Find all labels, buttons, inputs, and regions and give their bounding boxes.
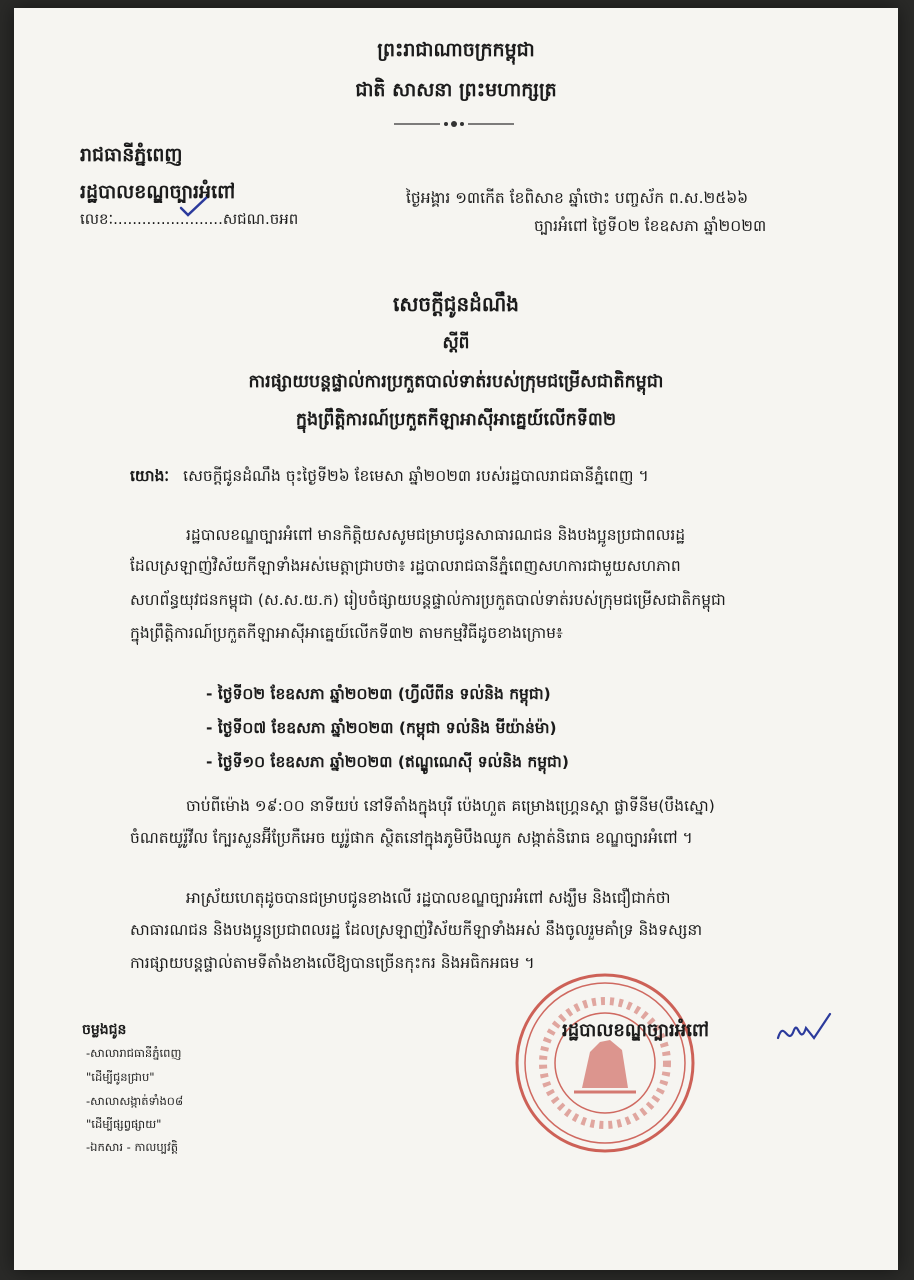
document-title: សេចក្តីជូនដំណឹង (393, 292, 519, 316)
solar-date: ច្បារអំពៅ ថ្ងៃទី០២ ខែឧសភា ឆ្នាំ២០២៣ (534, 217, 767, 235)
schedule-item: - ថ្ងៃទី០២ ខែឧសភា ឆ្នាំ២០២៣ (ហ្វីលីពីន ទល់និង កម្ពុជា) (206, 685, 551, 703)
document-about: ស្តីពី (442, 333, 470, 353)
reference-text: សេចក្តីជូនដំណឹង ចុះថ្ងៃទី២៦ ខែមេសា ឆ្នាំ២០២៣ របស់រដ្ឋបាលរាជធានីភ្នំពេញ ។ (183, 467, 649, 485)
document-page (14, 8, 898, 1270)
copy-to-item: "ដើម្បីជូនជ្រាប" (86, 1070, 155, 1084)
ref-dots: ......... (113, 210, 157, 228)
copy-to-item: -ឯកសារ - កាលប្បវត្តិ (86, 1140, 179, 1154)
body-line: ចំណតយូរ៉ូវីល ក្បែរសួនអ៊ីប្រែកឺអេច យូរ៉ូផាក ស្ថិតនៅក្នុងភូមិបឹងឈូក សង្កាត់និរោធ ខណ្ឌច្បារអំពៅ ។ (130, 829, 693, 847)
body-line: សហព័ន្ធយុវជនកម្ពុជា (ស.ស.យ.ក) រៀបចំផ្សាយបន្តផ្ទាល់ការប្រកួតបាល់ទាត់របស់ក្រុមជម្រើសជាតិកម្ពុជា (130, 591, 726, 609)
official-seal (512, 970, 698, 1156)
reference-line (130, 466, 649, 489)
ref-dots: .............. (156, 210, 223, 228)
handwritten-signature (774, 1008, 834, 1058)
copy-to-item: -សាលាសង្កាត់ទាំង០៨ (86, 1094, 184, 1108)
copy-to-item: "ដើម្បីផ្សព្វផ្សាយ" (86, 1117, 162, 1131)
kingdom-heading: ព្រះរាជាណាចក្រកម្ពុជា (377, 39, 535, 61)
ref-prefix: លេខៈ (80, 210, 114, 228)
subject-line-1: ការផ្សាយបន្តផ្ទាល់ការប្រកួតបាល់ទាត់របស់ក្រុមជម្រើសជាតិកម្ពុជា (248, 372, 664, 392)
schedule-item: - ថ្ងៃទី១០ ខែឧសភា ឆ្នាំ២០២៣ (ឥណ្ឌូណេស៊ី ទល់និង កម្ពុជា) (206, 753, 569, 771)
national-motto: ជាតិ សាសនា ព្រះមហាក្សត្រ (355, 79, 557, 101)
copy-to-item: -សាលារាជធានីភ្នំពេញ (86, 1046, 182, 1060)
body-line: ការផ្សាយបន្តផ្ទាល់តាមទីតាំងខាងលើឱ្យបានច្រើនកុះករ និងអធិកអធម ។ (130, 954, 535, 972)
lunar-date: ថ្ងៃអង្គារ ១៣កើត ខែពិសាខ ឆ្នាំថោះ បញ្ចស័ក ព.ស.២៥៦៦ (406, 189, 749, 207)
signer-title: រដ្ឋបាលខណ្ឌច្បារអំពៅ (562, 1020, 710, 1041)
schedule-item: - ថ្ងៃទី០៧ ខែឧសភា ឆ្នាំ២០២៣ (កម្ពុជា ទល់និង មីយ៉ាន់ម៉ា) (206, 719, 557, 737)
ornament-divider (394, 118, 514, 130)
subject-line-2: ក្នុងព្រឹត្តិការណ៍ប្រកួតកីឡាអាស៊ីអាគ្នេយ៍លើកទី៣២ (295, 410, 617, 430)
body-line: ដែលស្រឡាញ់វិស័យកីឡាទាំងអស់មេត្តាជ្រាបថា៖ រដ្ឋបាលរាជធានីភ្នំពេញសហការជាមួយសហភាព (130, 557, 681, 575)
body-line: សាធារណជន និងបងប្អូនប្រជាពលរដ្ឋ ដែលស្រឡាញ់វិស័យកីឡាទាំងអស់ នឹងចូលរួមគាំទ្រ និងទស្សនា (130, 921, 703, 939)
body-line: ចាប់ពីម៉ោង ១៩:០០ នាទីយប់ នៅទីតាំងក្នុងបុរី ប៉េងហួត គម្រោងហ្គ្រេនស្តា ផ្លាទីនីម(បឹងស្នោ) (186, 797, 715, 815)
issuer-capital: រាជធានីភ្នំពេញ (80, 144, 183, 166)
copy-to-heading: ចម្លងជូន (82, 1022, 127, 1038)
body-line: រដ្ឋបាលខណ្ឌច្បារអំពៅ មានកិត្តិយសសូមជម្រាបជូនសាធារណជន និងបងប្អូនប្រជាពលរដ្ឋ (186, 526, 686, 544)
checkmark-icon (179, 196, 209, 220)
reference-label: យោងៈ (130, 467, 170, 485)
ref-suffix: សជណ.ចអព (222, 210, 299, 228)
issuer-district: រដ្ឋបាលខណ្ឌច្បារអំពៅ (80, 181, 236, 203)
body-line: ក្នុងព្រឹត្តិការណ៍ប្រកួតកីឡាអាស៊ីអាគ្នេយ៍លើកទី៣២ តាមកម្មវិធីដូចខាងក្រោម៖ (130, 624, 563, 642)
body-line: អាស្រ័យហេតុដូចបានជម្រាបជូនខាងលើ រដ្ឋបាលខណ្ឌច្បារអំពៅ សង្ឃឹម និងជឿជាក់ថា (186, 889, 671, 907)
